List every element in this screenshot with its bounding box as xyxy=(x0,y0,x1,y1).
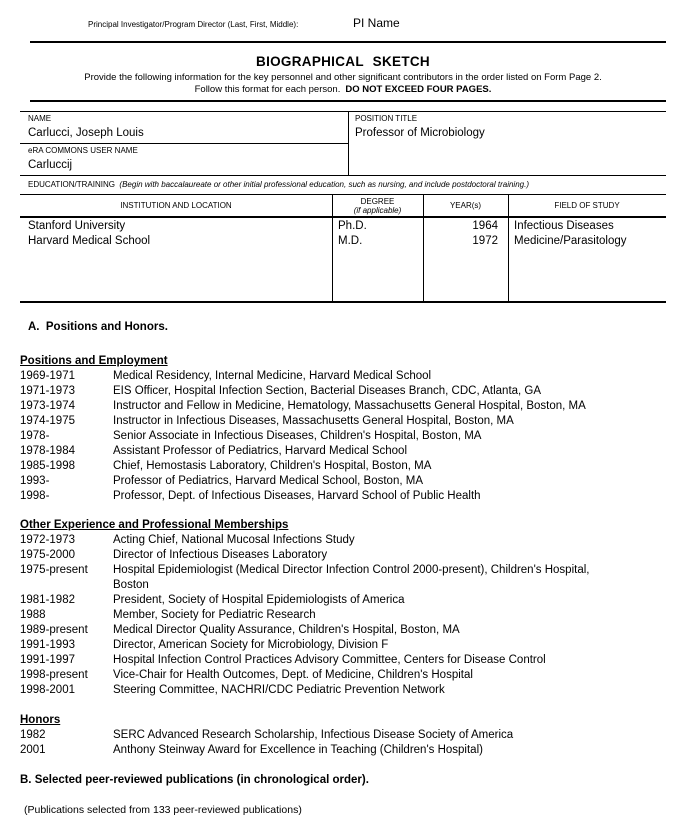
col-degree-note: (if applicable) xyxy=(353,205,402,215)
item-text: Member, Society for Pediatric Research xyxy=(113,609,316,621)
field-cell: Infectious Diseases xyxy=(514,220,614,232)
list-item xyxy=(20,474,666,489)
item-text: Anthony Steinway Award for Excellence in Teaching (Children's Hospital) xyxy=(113,744,483,756)
instructions-line2-bold: DO NOT EXCEED FOUR PAGES. xyxy=(345,84,492,95)
item-years: 1974-1975 xyxy=(20,415,75,427)
item-text: Acting Chief, National Mucosal Infections Study xyxy=(113,534,355,546)
positions-employment-list xyxy=(20,369,666,504)
item-years: 1989-present xyxy=(20,624,88,636)
item-text: Steering Committee, NACHRI/CDC Pediatric Prevention Network xyxy=(113,684,445,696)
other-experience-group xyxy=(20,518,666,698)
degree-cell: M.D. xyxy=(338,235,363,247)
edu-col-divider-1 xyxy=(332,194,333,301)
education-header-row xyxy=(20,195,666,216)
positions-employment-group xyxy=(20,354,666,504)
title-divider xyxy=(30,100,666,102)
item-years: 1969-1971 xyxy=(20,370,75,382)
list-item xyxy=(20,593,666,608)
table-top-border xyxy=(20,111,666,112)
item-text: Director, American Society for Microbiology, Division F xyxy=(113,639,389,651)
section-a-heading: A. Positions and Honors. xyxy=(28,321,168,333)
list-item xyxy=(20,668,666,683)
education-row xyxy=(20,234,666,248)
col-years: YEAR(s) xyxy=(449,201,482,210)
col-degree xyxy=(332,197,423,215)
item-years: 1993- xyxy=(20,475,50,487)
col-field: FIELD OF STUDY xyxy=(554,201,620,210)
list-item xyxy=(20,459,666,474)
years-cell: 1972 xyxy=(472,235,498,247)
item-text: President, Society of Hospital Epidemiologists of America xyxy=(113,594,405,606)
institution-cell: Harvard Medical School xyxy=(28,235,151,247)
item-text: Professor, Dept. of Infectious Diseases, Harvard School of Public Health xyxy=(113,490,481,502)
other-experience-heading: Other Experience and Professional Memberships xyxy=(20,519,289,531)
item-years: 1978-1984 xyxy=(20,445,75,457)
item-text: Senior Associate in Infectious Diseases, Children's Hospital, Boston, MA xyxy=(113,430,482,442)
field-cell: Medicine/Parasitology xyxy=(514,235,627,247)
list-item xyxy=(20,444,666,459)
list-item xyxy=(20,623,666,638)
name-position-divider xyxy=(348,111,349,175)
item-text: Professor of Pediatrics, Harvard Medical School, Boston, MA xyxy=(113,475,423,487)
list-item xyxy=(20,489,666,504)
col-degree-label: DEGREE xyxy=(360,196,395,206)
item-years: 2001 xyxy=(20,744,46,756)
top-divider xyxy=(30,41,666,43)
list-item xyxy=(20,369,666,384)
publications-note: (Publications selected from 133 peer-reviewed publications) xyxy=(24,804,302,816)
institution-cell: Stanford University xyxy=(28,220,126,232)
list-item xyxy=(20,548,666,563)
item-years: 1988 xyxy=(20,609,46,621)
list-item xyxy=(20,533,666,548)
body-sections xyxy=(20,320,666,818)
item-years: 1991-1997 xyxy=(20,654,75,666)
list-item xyxy=(20,638,666,653)
education-row xyxy=(20,219,666,233)
title-block xyxy=(20,55,666,96)
honors-group xyxy=(20,713,666,758)
item-years: 1982 xyxy=(20,729,46,741)
item-years: 1998- xyxy=(20,490,50,502)
section-b-heading: B. Selected peer-reviewed publications (in chronological order). xyxy=(20,774,369,786)
instructions-line1: Provide the following information for the key personnel and other significant contributors in the order listed on Form Page 2. xyxy=(84,72,602,83)
list-item xyxy=(20,414,666,429)
item-years: 1991-1993 xyxy=(20,639,75,651)
identity-bottom-border xyxy=(20,175,666,176)
item-text: Medical Residency, Internal Medicine, Harvard Medical School xyxy=(113,370,432,382)
item-years: 1975-present xyxy=(20,564,88,576)
item-years: 1975-2000 xyxy=(20,549,75,561)
item-text: Vice-Chair for Health Outcomes, Dept. of Medicine, Children's Hospital xyxy=(113,669,473,681)
positions-employment-heading: Positions and Employment xyxy=(20,355,168,367)
list-item xyxy=(20,578,666,593)
pi-label: Principal Investigator/Program Director (Last, First, Middle): xyxy=(88,20,299,29)
item-text: Chief, Hemostasis Laboratory, Children's Hospital, Boston, MA xyxy=(113,460,432,472)
commons-username-label: eRA COMMONS USER NAME xyxy=(28,146,138,155)
table-bottom-border xyxy=(20,301,666,303)
position-title-label: POSITION TITLE xyxy=(355,114,418,123)
item-years: 1972-1973 xyxy=(20,534,75,546)
item-years: 1998-present xyxy=(20,669,88,681)
honors-list xyxy=(20,728,666,758)
item-years xyxy=(20,578,113,593)
education-note: (Begin with baccalaureate or other initial professional education, such as nursing, and include postdoctoral training.) xyxy=(119,180,529,189)
item-text: Assistant Professor of Pediatrics, Harvard Medical School xyxy=(113,445,408,457)
education-label-row xyxy=(28,180,529,190)
list-item xyxy=(20,653,666,668)
list-item xyxy=(20,743,666,758)
item-years: 1985-1998 xyxy=(20,460,75,472)
form-title: BIOGRAPHICAL SKETCH xyxy=(256,54,430,69)
list-item xyxy=(20,608,666,623)
position-title-value: Professor of Microbiology xyxy=(355,127,485,139)
honors-heading: Honors xyxy=(20,714,61,726)
edu-col-divider-2 xyxy=(423,194,424,301)
item-years: 1998-2001 xyxy=(20,684,75,696)
name-row-divider xyxy=(20,143,348,144)
commons-username-value: Carluccij xyxy=(28,159,73,171)
item-text: Medical Director Quality Assurance, Children's Hospital, Boston, MA xyxy=(113,624,460,636)
list-item xyxy=(20,399,666,414)
item-years: 1971-1973 xyxy=(20,385,75,397)
item-text: Instructor and Fellow in Medicine, Hematology, Massachusetts General Hospital, Boston, MA xyxy=(113,400,586,412)
item-text: EIS Officer, Hospital Infection Section, Bacterial Diseases Branch, CDC, Atlanta, GA xyxy=(113,385,542,397)
item-years: 1978- xyxy=(20,430,50,442)
pi-value: PI Name xyxy=(353,16,400,30)
instructions-line2 xyxy=(20,84,666,96)
item-text: Director of Infectious Diseases Laboratory xyxy=(113,549,328,561)
name-label: NAME xyxy=(28,114,52,123)
item-years: 1981-1982 xyxy=(20,594,75,606)
other-experience-list xyxy=(20,533,666,698)
list-item xyxy=(20,728,666,743)
list-item xyxy=(20,563,666,578)
item-text: Instructor in Infectious Diseases, Massachusetts General Hospital, Boston, MA xyxy=(113,415,514,427)
degree-cell: Ph.D. xyxy=(338,220,367,232)
item-text: Hospital Epidemiologist (Medical Director Infection Control 2000-present), Children's Hospital, xyxy=(113,564,590,576)
item-text: Boston xyxy=(113,579,149,591)
item-years: 1973-1974 xyxy=(20,400,75,412)
item-text: SERC Advanced Research Scholarship, Infectious Disease Society of America xyxy=(113,729,514,741)
col-institution: INSTITUTION AND LOCATION xyxy=(120,201,232,210)
education-label: EDUCATION/TRAINING xyxy=(28,180,115,189)
education-header-border xyxy=(20,216,666,218)
list-item xyxy=(20,384,666,399)
instructions-line2-normal: Follow this format for each person. xyxy=(194,84,341,95)
item-text: Hospital Infection Control Practices Advisory Committee, Centers for Disease Control xyxy=(113,654,546,666)
list-item xyxy=(20,429,666,444)
name-value: Carlucci, Joseph Louis xyxy=(28,127,144,139)
years-cell: 1964 xyxy=(472,220,498,232)
edu-col-divider-3 xyxy=(508,194,509,301)
list-item xyxy=(20,683,666,698)
